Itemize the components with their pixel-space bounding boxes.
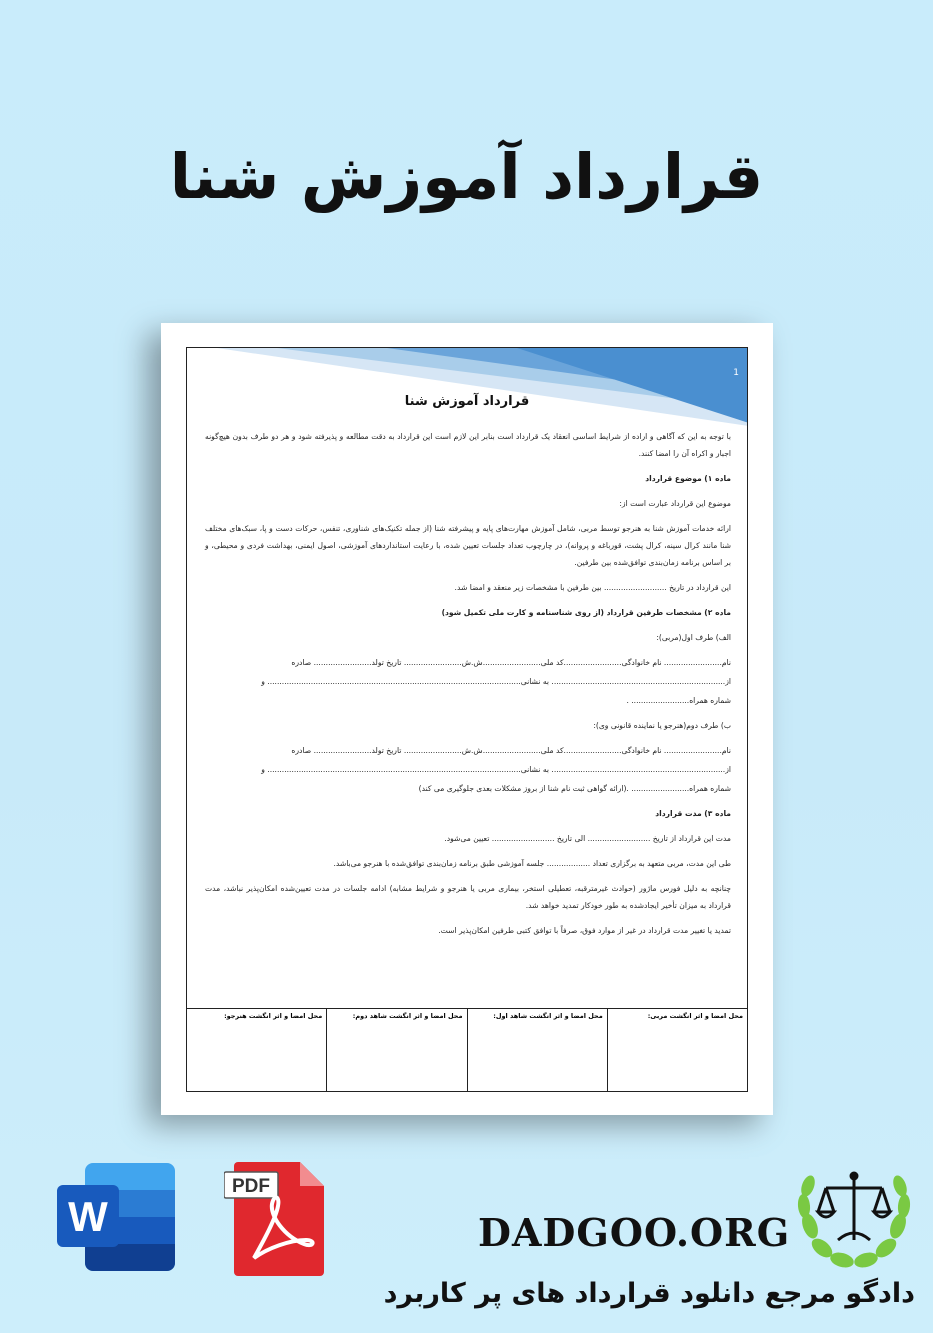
- paragraph: طی این مدت، مربی متعهد به برگزاری تعداد .................. جلسه آموزشی طبق برنامه زمان‌بندی توافق‌شده با هنرجو می‌باشد.: [333, 859, 731, 868]
- section-2-heading: ماده ۲) مشخصات طرفین قرارداد (از روی شناسنامه و کارت ملی تکمیل شود): [441, 608, 731, 617]
- paragraph: این قرارداد در تاریخ .......................... بین طرفین با مشخصات زیر منعقد و امضا شد.: [454, 583, 731, 592]
- site-name[interactable]: DADGOO.ORG: [478, 1210, 791, 1255]
- page-title: قرارداد آموزش شنا: [169, 140, 764, 213]
- signature-cell-witness-1: محل امضا و اثر انگشت شاهد اول:: [467, 1009, 607, 1091]
- signature-cell-student: محل امضا و اثر انگشت هنرجو:: [224, 1012, 323, 1020]
- paragraph: تمدید یا تغییر مدت قرارداد در غیر از موارد فوق، صرفاً با توافق کتبی طرفین امکان‌پذیر است.: [438, 926, 731, 935]
- signature-cell-witness-2: محل امضا و اثر انگشت شاهد دوم:: [326, 1009, 466, 1091]
- tagline: دادگو مرجع دانلود قرارداد های پر کاربرد: [383, 1278, 915, 1309]
- paragraph: موضوع این قرارداد عبارت است از:: [619, 499, 731, 508]
- party-b-line: از........................................................................ به نشانی......................................................................................................... و: [261, 765, 731, 774]
- pdf-file-icon[interactable]: [224, 1160, 328, 1278]
- section-3-heading: ماده ۳) مدت قرارداد: [655, 809, 731, 818]
- party-a-line: نام........................ نام خانوادگی........................کد ملی........................ش.ش........................ تاریخ تولد........................ صادره: [291, 658, 731, 667]
- party-b-line: نام........................ نام خانوادگی........................کد ملی........................ش.ش........................ تاریخ تولد........................ صادره: [291, 746, 731, 755]
- paragraph: مدت این قرارداد از تاریخ .......................... الی تاریخ .......................... تعیین می‌شود.: [444, 834, 731, 843]
- section-1-heading: ماده ۱) موضوع قرارداد: [645, 474, 731, 483]
- document-body: [205, 428, 731, 947]
- party-a-line: از........................................................................ به نشانی......................................................................................................... و: [261, 677, 731, 686]
- signature-cell-coach: محل امضا و اثر انگشت مربی:: [607, 1009, 747, 1091]
- pdf-icon-label: PDF: [232, 1176, 270, 1197]
- party-a-line: شماره همراه........................ .: [626, 696, 731, 705]
- page-number: 1: [733, 368, 739, 378]
- document-frame: [186, 347, 748, 1092]
- document-preview: [161, 323, 773, 1115]
- party-b-label: ب) طرف دوم(هنرجو یا نماینده قانونی وی):: [593, 721, 731, 730]
- paragraph: چنانچه به دلیل فورس ماژور (حوادث غیرمترقبه، تعطیلی استخر، بیماری مربی یا هنرجو و شرایط مشابه) ادامه جلسات در مدت تعیین‌شده امکان‌پذیر نباشد، مدت قرارداد به میزان تأخیر ایجادشده به طور خودکار تمدید خواهد شد.: [205, 884, 731, 910]
- word-icon-letter: W: [68, 1193, 108, 1240]
- party-a-label: الف) طرف اول(مربی):: [656, 633, 731, 642]
- intro-paragraph: با توجه به این که آگاهی و اراده از شرایط اساسی انعقاد یک قرارداد است بنابر این لازم است این قرارداد به دقت مطالعه و پذیرفته شود و هر دو طرف بدون هیچ‌گونه اجبار و اکراه آن را امضا کنند.: [205, 432, 731, 458]
- party-b-line: شماره همراه........................ .(ارائه گواهی ثبت نام شنا از بروز مشکلات بعدی جلوگیری می کند): [418, 784, 731, 793]
- paragraph: ارائه خدمات آموزش شنا به هنرجو توسط مربی، شامل آموزش مهارت‌های پایه و پیشرفته شنا (از جمله تکنیک‌های شناوری، تنفس، حرکات دست و پا، سبک‌های مختلف شنا مانند کرال سینه، کرال پشت، قورباغه و پروانه)، در چارچوب تعداد جلسات تعیین شده، با رعایت استانداردهای آموزشی، اصول ایمنی، بهداشت فردی و محیطی، و بر اساس برنامه زمان‌بندی توافق‌شده بین طرفین.: [205, 524, 731, 567]
- scales-of-justice-logo-icon: [790, 1156, 918, 1274]
- signature-table: [187, 1008, 747, 1091]
- word-file-icon[interactable]: [57, 1163, 177, 1273]
- document-title: قرارداد آموزش شنا: [404, 394, 530, 409]
- header-banner: [187, 348, 748, 438]
